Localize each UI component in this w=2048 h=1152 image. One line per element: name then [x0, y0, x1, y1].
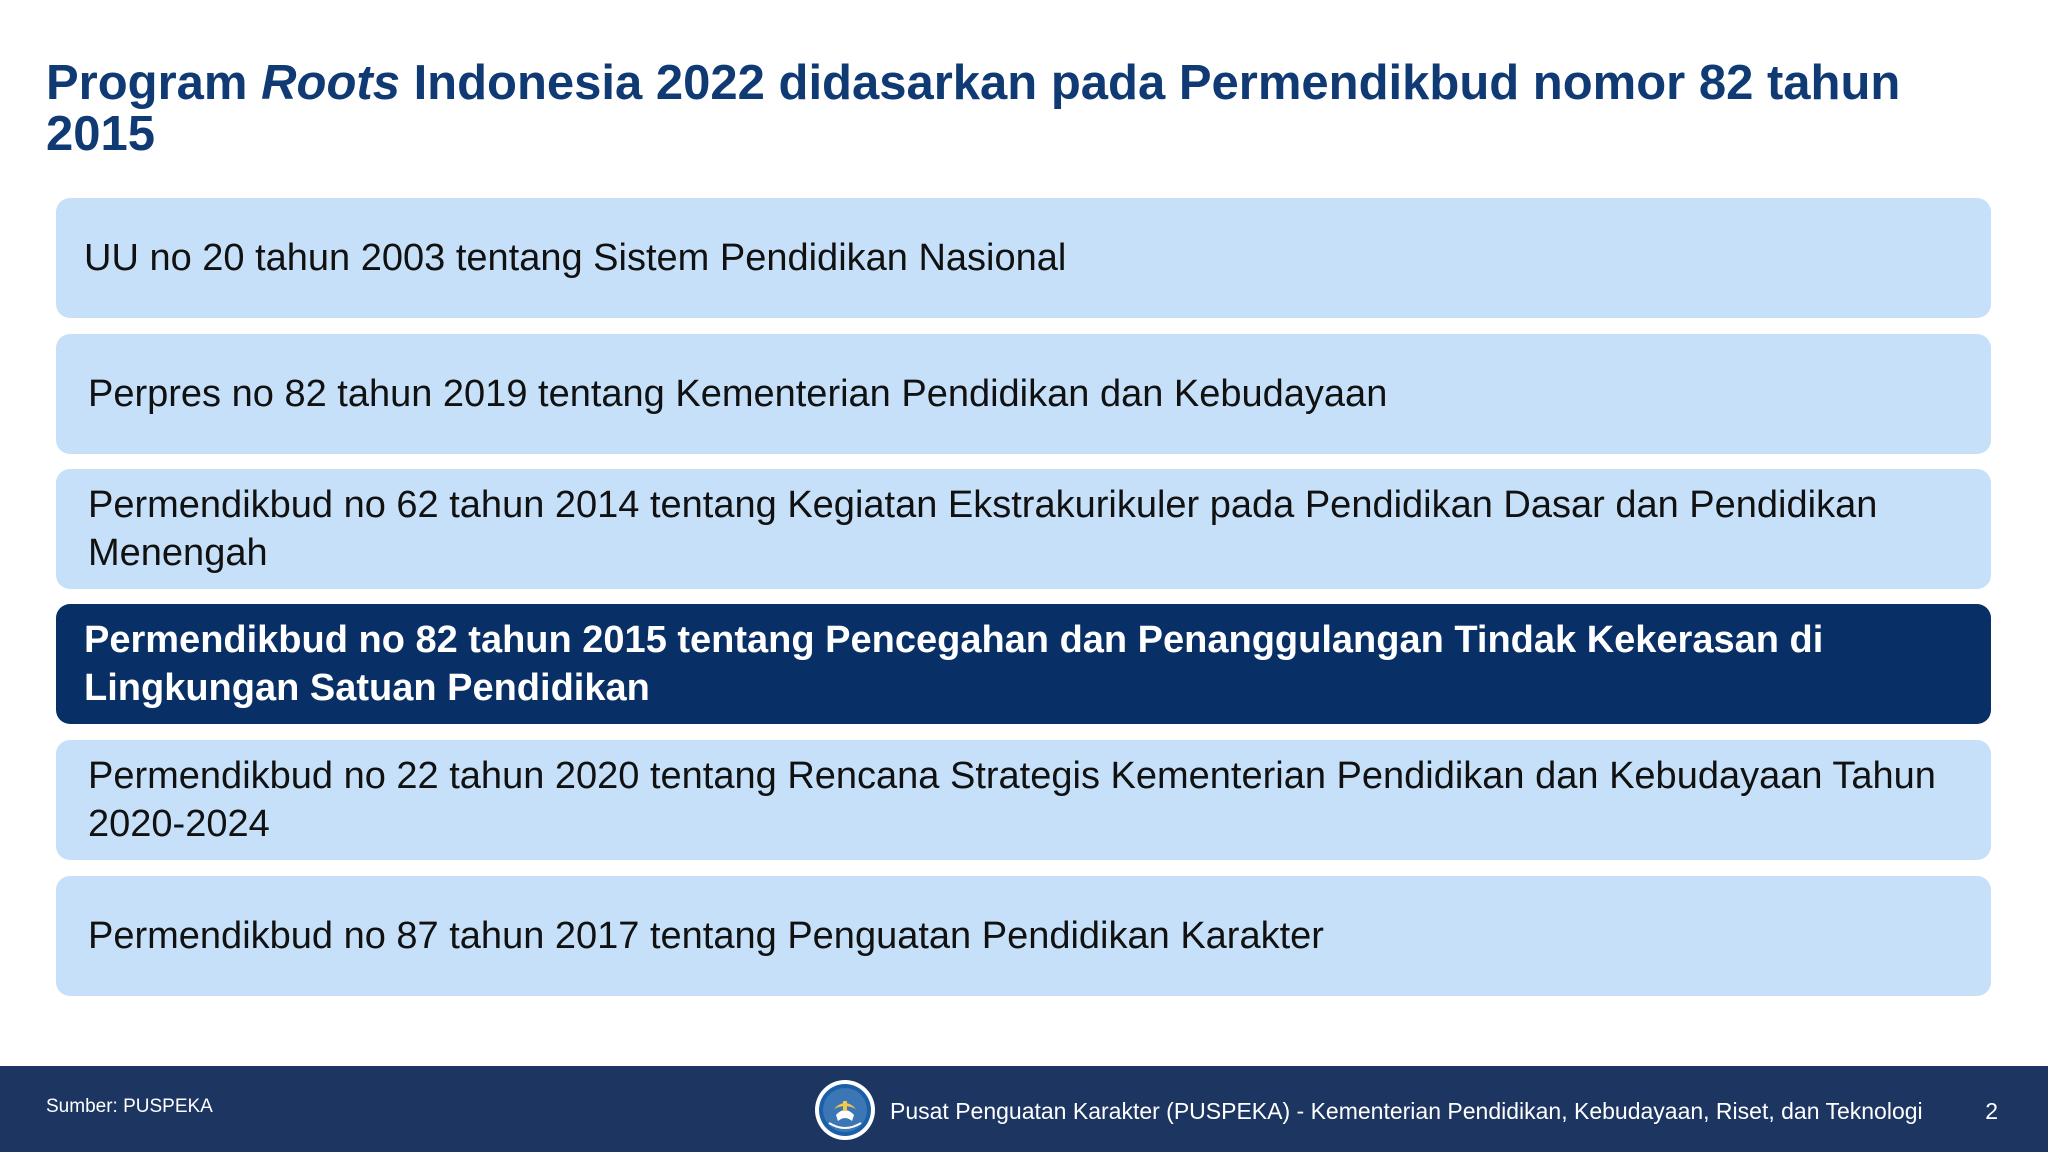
- title-suffix: Indonesia 2022 didasarkan pada Permendikbud nomor 82 tahun 2015: [46, 56, 1901, 161]
- title-prefix: Program: [46, 56, 262, 110]
- regulation-item-permendikbud-82-2015-highlighted: [56, 604, 1991, 724]
- regulation-item-label: UU no 20 tahun 2003 tentang Sistem Pendidikan Nasional: [84, 237, 1067, 279]
- regulation-item-permendikbud-22-2020: [56, 740, 1991, 860]
- regulation-item-uu-20-2003: [56, 198, 1991, 318]
- regulation-item-label: Permendikbud no 62 tahun 2014 tentang Kegiatan Ekstrakurikuler pada Pendidikan Dasar dan Pendidikan Menengah: [88, 484, 1878, 574]
- regulation-item-label: Perpres no 82 tahun 2019 tentang Kementerian Pendidikan dan Kebudayaan: [88, 373, 1388, 415]
- title-emphasis: Roots: [261, 56, 400, 110]
- regulation-item-label: Permendikbud no 87 tahun 2017 tentang Penguatan Pendidikan Karakter: [88, 915, 1324, 957]
- source-note: Sumber: PUSPEKA: [46, 1096, 213, 1117]
- regulation-item-label: Permendikbud no 22 tahun 2020 tentang Rencana Strategis Kementerian Pendidikan dan Kebudayaan Tahun 2020-2024: [88, 755, 1936, 845]
- footer-bar: [0, 1066, 2048, 1152]
- slide-title: [46, 58, 2006, 160]
- tut-wuri-handayani-logo-icon: [814, 1079, 876, 1141]
- organization-name: Pusat Penguatan Karakter (PUSPEKA) - Kementerian Pendidikan, Kebudayaan, Riset, dan Teknologi: [890, 1098, 1923, 1124]
- regulation-item-label: Permendikbud no 82 tahun 2015 tentang Pencegahan dan Penanggulangan Tindak Kekerasan di Lingkungan Satuan Pendidikan: [84, 619, 1845, 709]
- page-number: 2: [1985, 1098, 1998, 1124]
- regulation-item-permendikbud-87-2017: [56, 876, 1991, 996]
- regulation-item-permendikbud-62-2014: [56, 469, 1991, 589]
- regulation-item-perpres-82-2019: [56, 334, 1991, 454]
